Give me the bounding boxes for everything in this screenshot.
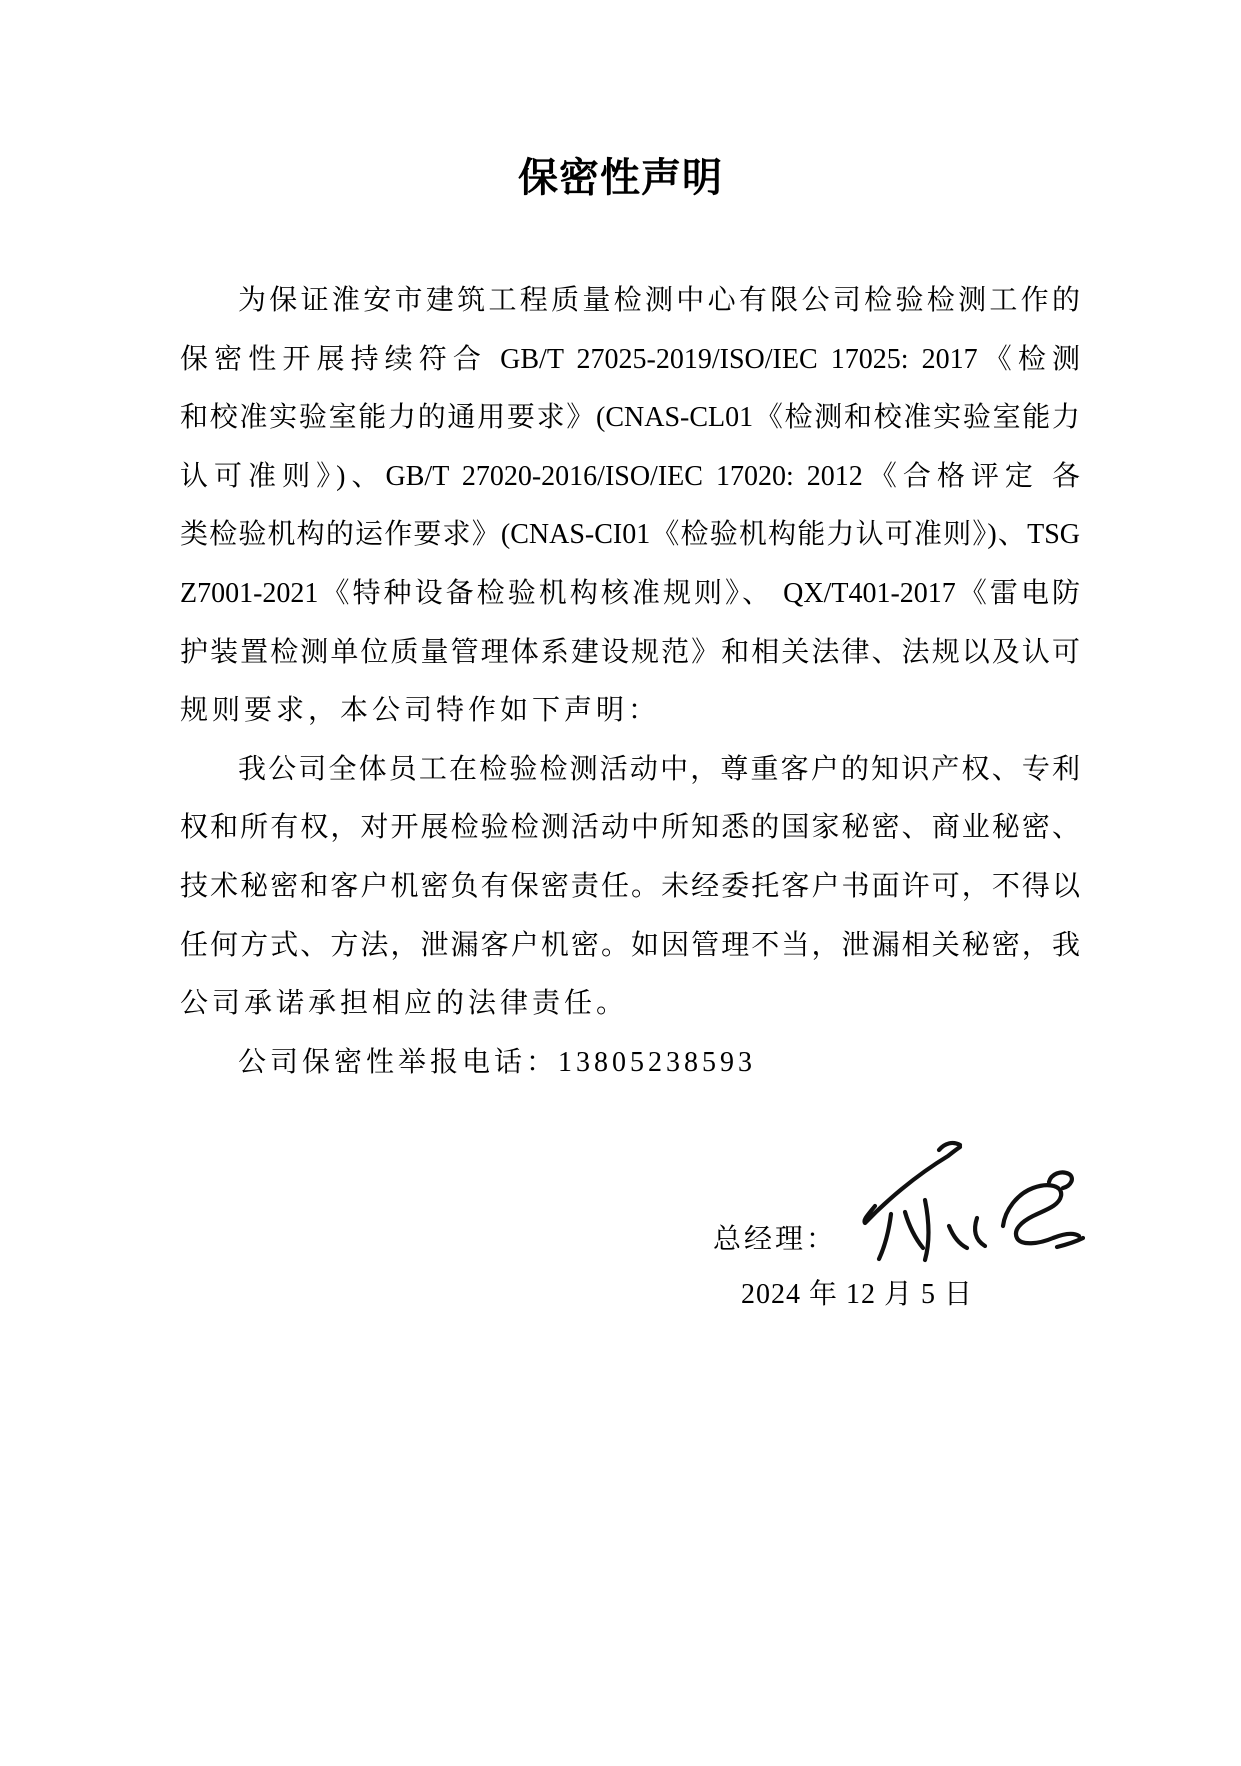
body-line: 为保证淮安市建筑工程质量检测中心有限公司检验检测工作的 [238, 285, 1080, 316]
body-line: 技术秘密和客户机密负有保密责任。未经委托客户书面许可，不得以 [180, 870, 1080, 902]
body-line: 和校准实验室能力的通用要求》(CNAS-CL01《检测和校准实验室能力 [180, 402, 1080, 434]
body-line: 我公司全体员工在检验检测活动中，尊重客户的知识产权、专利 [238, 753, 1080, 785]
body-line: Z7001-2021《特种设备检验机构核准规则》、 QX/T401-2017《雷电防 [180, 577, 1080, 609]
body-line: 权和所有权，对开展检验检测活动中所知悉的国家秘密、商业秘密、 [180, 812, 1080, 844]
body-line: 公司承诺承担相应的法律责任。 [180, 988, 629, 1020]
body-line: 任何方式、方法，泄漏客户机密。如因管理不当，泄漏相关秘密，我 [180, 929, 1080, 961]
document-body [180, 272, 1080, 1092]
signature-date: 2024 年 12 月 5 日 [741, 1279, 974, 1310]
report-phone-line: 公司保密性举报电话：13805238593 [238, 1046, 757, 1078]
body-line: 认可准则》)、GB/T 27020-2016/ISO/IEC 17020: 2012《合格评定 各 [180, 460, 1080, 492]
body-line: 规则要求，本公司特作如下声明： [180, 695, 661, 727]
body-line: 护装置检测单位质量管理体系建设规范》和相关法律、法规以及认可 [180, 636, 1080, 668]
body-line: 保密性开展持续符合 GB/T 27025-2019/ISO/IEC 17025: 2017《检测 [180, 343, 1080, 375]
general-manager-label: 总经理： [713, 1224, 838, 1255]
body-line: 类检验机构的运作要求》(CNAS-CI01《检验机构能力认可准则》)、TSG [180, 519, 1080, 551]
page-title: 保密性声明 [518, 155, 723, 200]
handwritten-signature-icon [853, 1126, 1085, 1268]
